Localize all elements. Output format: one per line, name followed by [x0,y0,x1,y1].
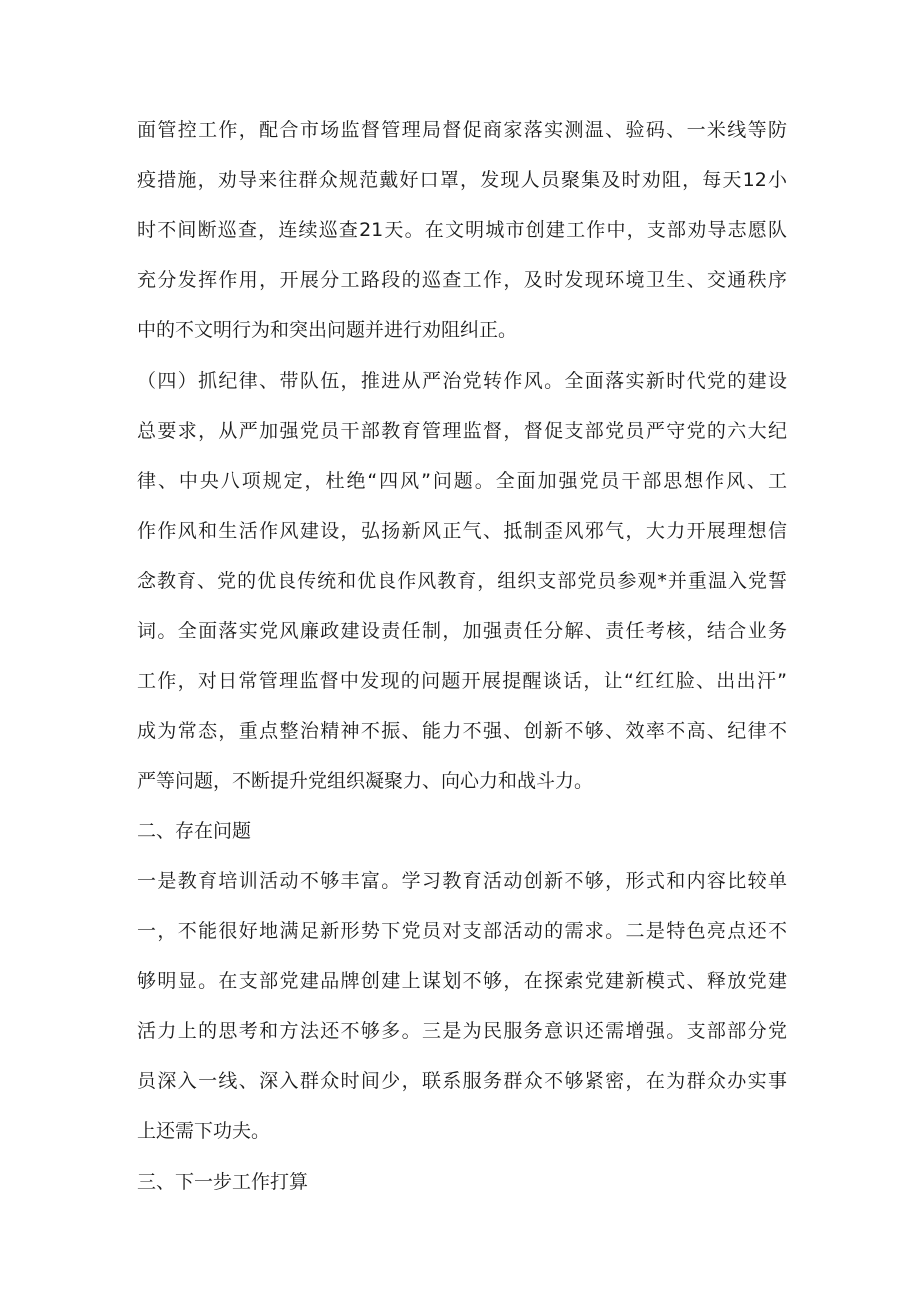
text-line: 时不间断巡查，连续巡查21天。在文明城市创建工作中，支部劝导志愿队 [137,219,787,241]
text-line: 词。全面落实党风廉政建设责任制，加强责任分解、责任考核，结合业务 [137,620,787,642]
section-four-heading-line: （四）抓纪律、带队伍，推进从严治党转作风。全面落实新时代党的建设 [137,370,787,392]
text-line: 疫措施，劝导来往群众规范戴好口罩，发现人员聚集及时劝阻，每天12小 [137,169,787,191]
text-line: 作作风和生活作风建设，弘扬新风正气、抵制歪风邪气，大力开展理想信 [137,520,787,542]
text-line: 念教育、党的优良传统和优良作风教育，组织支部党员参观*并重温入党誓 [137,570,787,592]
text-line: 工作，对日常管理监督中发现的问题开展提醒谈话，让“红红脸、出出汗” [137,670,787,692]
text-line: 够明显。在支部党建品牌创建上谋划不够，在探索党建新模式、释放党建 [137,970,787,992]
section-heading-problems: 二、存在问题 [137,820,252,842]
section-heading-next-steps: 三、下一步工作打算 [137,1171,309,1193]
text-line: 上还需下功夫。 [137,1120,271,1142]
text-line: 总要求，从严加强党员干部教育管理监督，督促支部党员严守党的六大纪 [137,420,787,442]
text-line: 员深入一线、深入群众时间少，联系服务群众不够紧密，在为群众办实事 [137,1070,787,1092]
text-line: 一，不能很好地满足新形势下党员对支部活动的需求。二是特色亮点还不 [137,920,787,942]
text-line: 严等问题，不断提升党组织凝聚力、向心力和战斗力。 [137,770,594,792]
text-line: 成为常态，重点整治精神不振、能力不强、创新不够、效率不高、纪律不 [137,720,787,742]
text-line: 律、中央八项规定，杜绝“四风”问题。全面加强党员干部思想作风、工 [137,470,787,492]
text-line: 充分发挥作用，开展分工路段的巡查工作，及时发现环境卫生、交通秩序 [137,269,787,291]
text-line: 一是教育培训活动不够丰富。学习教育活动创新不够，形式和内容比较单 [137,870,787,892]
text-line: 活力上的思考和方法还不够多。三是为民服务意识还需增强。支部部分党 [137,1020,787,1042]
text-line: 面管控工作，配合市场监督管理局督促商家落实测温、验码、一米线等防 [137,119,787,141]
text-line: 中的不文明行为和突出问题并进行劝阻纠正。 [137,319,518,341]
